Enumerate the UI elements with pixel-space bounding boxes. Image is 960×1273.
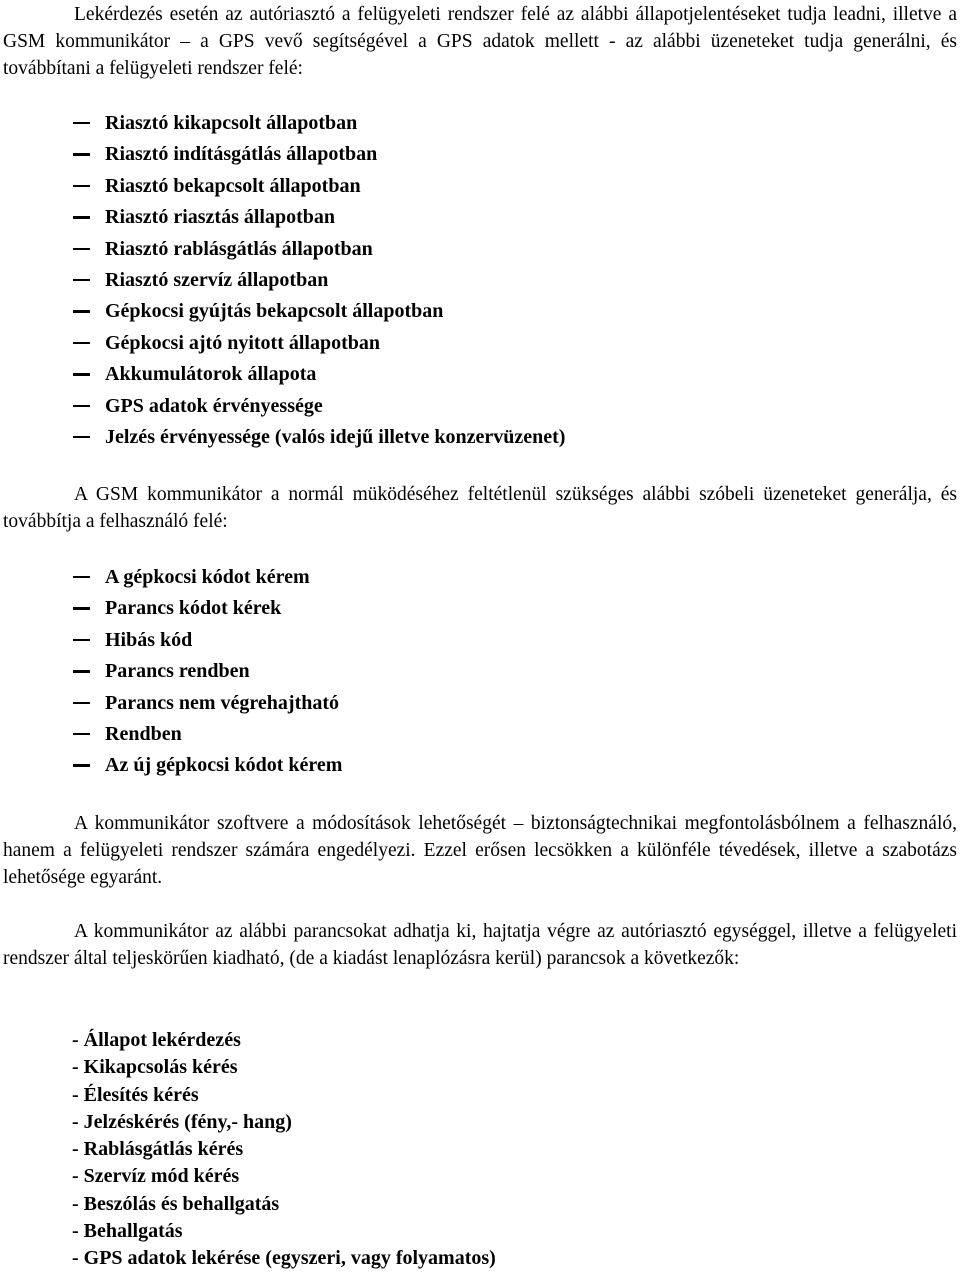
list-item: - GPS adatok lekérése (egyszeri, vagy folyamatos) bbox=[72, 1247, 496, 1270]
list-item: - Behallgatás bbox=[72, 1220, 183, 1243]
list-item: - Élesítés kérés bbox=[72, 1083, 199, 1106]
dash-bullet bbox=[73, 342, 90, 344]
dash-bullet bbox=[73, 436, 90, 438]
dash-bullet bbox=[73, 639, 90, 641]
command-list bbox=[72, 1027, 496, 1273]
dash-bullet bbox=[73, 185, 90, 187]
dash-bullet bbox=[73, 576, 90, 578]
dash-bullet bbox=[73, 607, 90, 609]
dash-bullet bbox=[73, 373, 90, 375]
list-item: - Jelzéskérés (fény,- hang) bbox=[72, 1110, 292, 1133]
voice-messages-paragraph: A GSM kommunikátor a normál müködéséhez feltétlenül szükséges alábbi szóbeli üzeneteket generálja, és továbbítja a felhasználó felé: bbox=[3, 484, 957, 532]
document-page: Lekérdezés esetén az autóriasztó a felügyeleti rendszer felé az alábbi állapotjelentéseket tudja leadni, illetve a GSM kommunikátor – a GPS vevő segítségével a GPS adatok mellett - az alábbi üzeneteket tudja generálni, és továbbítani a felügyeleti rendszer felé: Riasztó kikapcsolt állapotban Riasztó indításgátlás állapotban Riasztó bekapcsolt állapotban Riasztó riasztás állapotban Riasztó rablásgátlás állapotban Riasztó szervíz állapotban Gépkocsi gyújtás bekapcsolt állapotban Gépkocsi ajtó nyitott állapotban Akkumulátorok állapota GPS adatok érvényessége Jelzés érvényessége (valós idejű illetve konzervüzenet) A GSM kommunikátor a normál müködéséhez feltétlenül szükséges alábbi szóbeli üzeneteket generálja, és továbbítja a felhasználó felé: A gépkocsi kódot kérem Parancs kódot kérek Hibás kód Parancs rendben Parancs nem végrehajtható Rendben Az új gépkocsi kódot kérem A kommunikátor szoftvere a módosítások lehetőségét – biztonságtechnikai megfontolásbólnem a felhasználó, hanem a felügyeleti rendszer számára engedélyezi. Ezzel erősen lecsökken a különféle tévedések, illetve a szabotázs lehetősége egyaránt. A kommunikátor az alábbi parancsokat adhatja ki, hajtatja végre az autóriasztó egységgel, illetve a felügyeleti rendszer által teljeskörűen kiadható, (de a kiadást lenaplózásra kerül) parancsok a következők: - Állapot lekérdezés - Kikapcsolás kérés - Élesítés kérés - Jelzéskérés (fény,- hang) - Rablásgátlás kérés - Szervíz mód kérés - Beszólás és behallgatás - Behallgatás - GPS adatok lekérése (egyszeri, vagy folyamatos) bbox=[0, 0, 960, 1272]
dash-bullet bbox=[73, 248, 90, 250]
dash-bullet bbox=[73, 702, 90, 704]
list-item: - Kikapcsolás kérés bbox=[72, 1056, 238, 1079]
intro-paragraph: Lekérdezés esetén az autóriasztó a felügyeleti rendszer felé az alábbi állapotjelentéseket tudja leadni, illetve a GSM kommunikátor – a GPS vevő segítségével a GPS adatok mellett - az alábbi üzeneteket tudja generálni, és továbbítani a felügyeleti rendszer felé: bbox=[3, 4, 957, 79]
commands-paragraph: A kommunikátor az alábbi parancsokat adhatja ki, hajtatja végre az autóriasztó egységgel, illetve a felügyeleti rendszer által teljeskörűen kiadható, (de a kiadást lenaplózásra kerül) parancsok a következők: bbox=[3, 921, 957, 969]
dash-bullet bbox=[73, 405, 90, 407]
list-item: - Állapot lekérdezés bbox=[72, 1029, 241, 1051]
dash-bullet bbox=[73, 310, 90, 312]
dash-bullet bbox=[73, 216, 90, 218]
dash-bullet bbox=[73, 764, 90, 766]
dash-bullet bbox=[73, 733, 90, 735]
list-item: - Rablásgátlás kérés bbox=[72, 1138, 244, 1161]
list-item: - Beszólás és behallgatás bbox=[72, 1192, 280, 1215]
software-paragraph: A kommunikátor szoftvere a módosítások lehetőségét – biztonságtechnikai megfontolásbólnem a felhasználó, hanem a felügyeleti rendszer számára engedélyezi. Ezzel erősen lecsökken a különféle tévedések, illetve a szabotázs lehetősége egyaránt. bbox=[3, 813, 957, 888]
dash-bullet bbox=[73, 279, 90, 281]
dash-bullet bbox=[73, 122, 90, 124]
dash-bullet bbox=[73, 153, 90, 155]
dash-bullet bbox=[73, 670, 90, 672]
list-item: - Szervíz mód kérés bbox=[72, 1165, 240, 1188]
